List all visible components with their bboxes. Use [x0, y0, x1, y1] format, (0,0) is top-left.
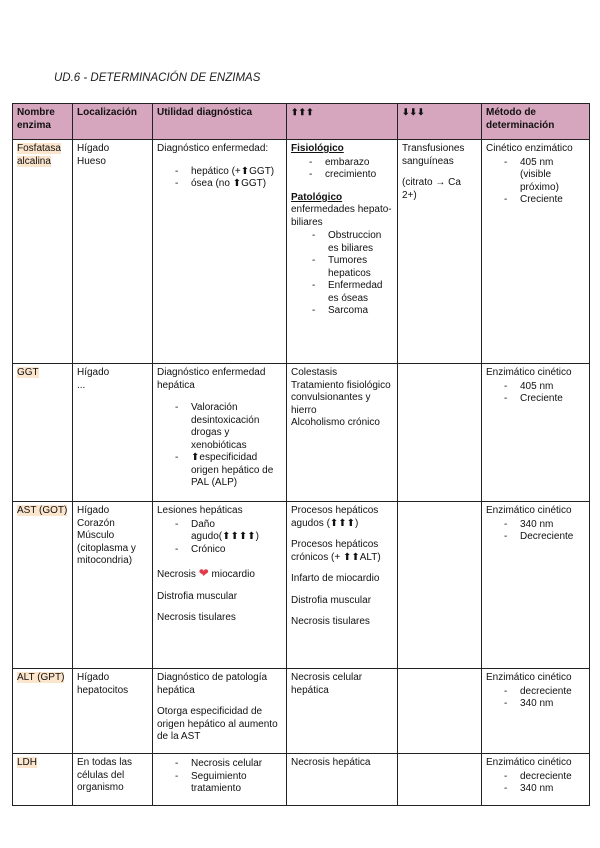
table-row [13, 502, 590, 669]
table-row [13, 140, 590, 364]
enzyme-name: AST (GOT) [13, 502, 73, 669]
header-metodo: Método de determinación [482, 104, 590, 140]
aumento-cell: Necrosis hepática [287, 754, 398, 806]
utilidad-cell: Lesiones hepáticas - Daño agudo(⬆⬆⬆⬆) - Crónico Necrosis ❤ miocardio Distrofia muscular Necrosis tisulares [153, 502, 287, 669]
disminucion-cell [398, 364, 482, 502]
table-row [13, 669, 590, 754]
metodo-cell: Enzimático cinético - decreciente - 340 nm [482, 754, 590, 806]
metodo-cell: Enzimático cinético - decreciente - 340 nm [482, 669, 590, 754]
utilidad-cell: Diagnóstico enfermedad hepática - Valoración desintoxicación drogas y xenobióticas - ⬆especificidad origen hepático de PAL (ALP) [153, 364, 287, 502]
enzyme-name: GGT [13, 364, 73, 502]
metodo-cell: Cinético enzimático - 405 nm (visible próximo) - Creciente [482, 140, 590, 364]
list-item: - ósea (no ⬆GGT) [157, 178, 283, 191]
disminucion-cell [398, 502, 482, 669]
utilidad-cell: - Necrosis celular - Seguimiento tratamiento [153, 754, 287, 806]
enzyme-name: ALT (GPT) [13, 669, 73, 754]
aumento-cell: Fisiológico - embarazo - crecimiento Patológico enfermedades hepato-biliares - Obstruccion es biliares - Tumores hepaticos - Enfermedad es óseas - Sarcoma [287, 140, 398, 364]
enzyme-table [12, 103, 590, 806]
enzyme-name: LDH [13, 754, 73, 806]
localizacion-cell: Hígado Hueso [73, 140, 153, 364]
table-row [13, 754, 590, 806]
list-item: - hepático (+⬆GGT) [157, 166, 283, 179]
table-header-row [13, 104, 590, 140]
localizacion-cell: Hígado Corazón Músculo (citoplasma y mitocondria) [73, 502, 153, 669]
header-utilidad: Utilidad diagnóstica [153, 104, 287, 140]
metodo-cell: Enzimático cinético - 405 nm - Creciente [482, 364, 590, 502]
localizacion-cell: Hígado hepatocitos [73, 669, 153, 754]
disminucion-cell: Transfusiones sanguíneas (citrato → Ca 2+) [398, 140, 482, 364]
heart-icon: ❤ [198, 566, 209, 580]
aumento-cell: Colestasis Tratamiento fisiológico convulsionantes y hierro Alcoholismo crónico [287, 364, 398, 502]
enzyme-name: Fosfatasa alcalina [13, 140, 73, 364]
disminucion-cell [398, 754, 482, 806]
header-localizacion: Localización [73, 104, 153, 140]
page-title: UD.6 - DETERMINACIÓN DE ENZIMAS [54, 72, 261, 84]
utilidad-cell: Diagnóstico enfermedad: - hepático (+⬆GGT) - ósea (no ⬆GGT) [153, 140, 287, 364]
header-down-arrows: ⬇⬇⬇ [398, 104, 482, 140]
localizacion-cell: En todas las células del organismo [73, 754, 153, 806]
aumento-cell: Necrosis celular hepática [287, 669, 398, 754]
disminucion-cell [398, 669, 482, 754]
table-row [13, 364, 590, 502]
header-up-arrows: ⬆⬆⬆ [287, 104, 398, 140]
metodo-cell: Enzimático cinético - 340 nm - Decreciente [482, 502, 590, 669]
aumento-cell: Procesos hepáticos agudos (⬆⬆⬆) Procesos hepáticos crónicos (+ ⬆⬆ALT) Infarto de miocardio Distrofia muscular Necrosis tisulares [287, 502, 398, 669]
localizacion-cell: Hígado ... [73, 364, 153, 502]
header-nombre: Nombre enzima [13, 104, 73, 140]
utilidad-cell: Diagnóstico de patología hepática Otorga especificidad de origen hepático al aumento de la AST [153, 669, 287, 754]
